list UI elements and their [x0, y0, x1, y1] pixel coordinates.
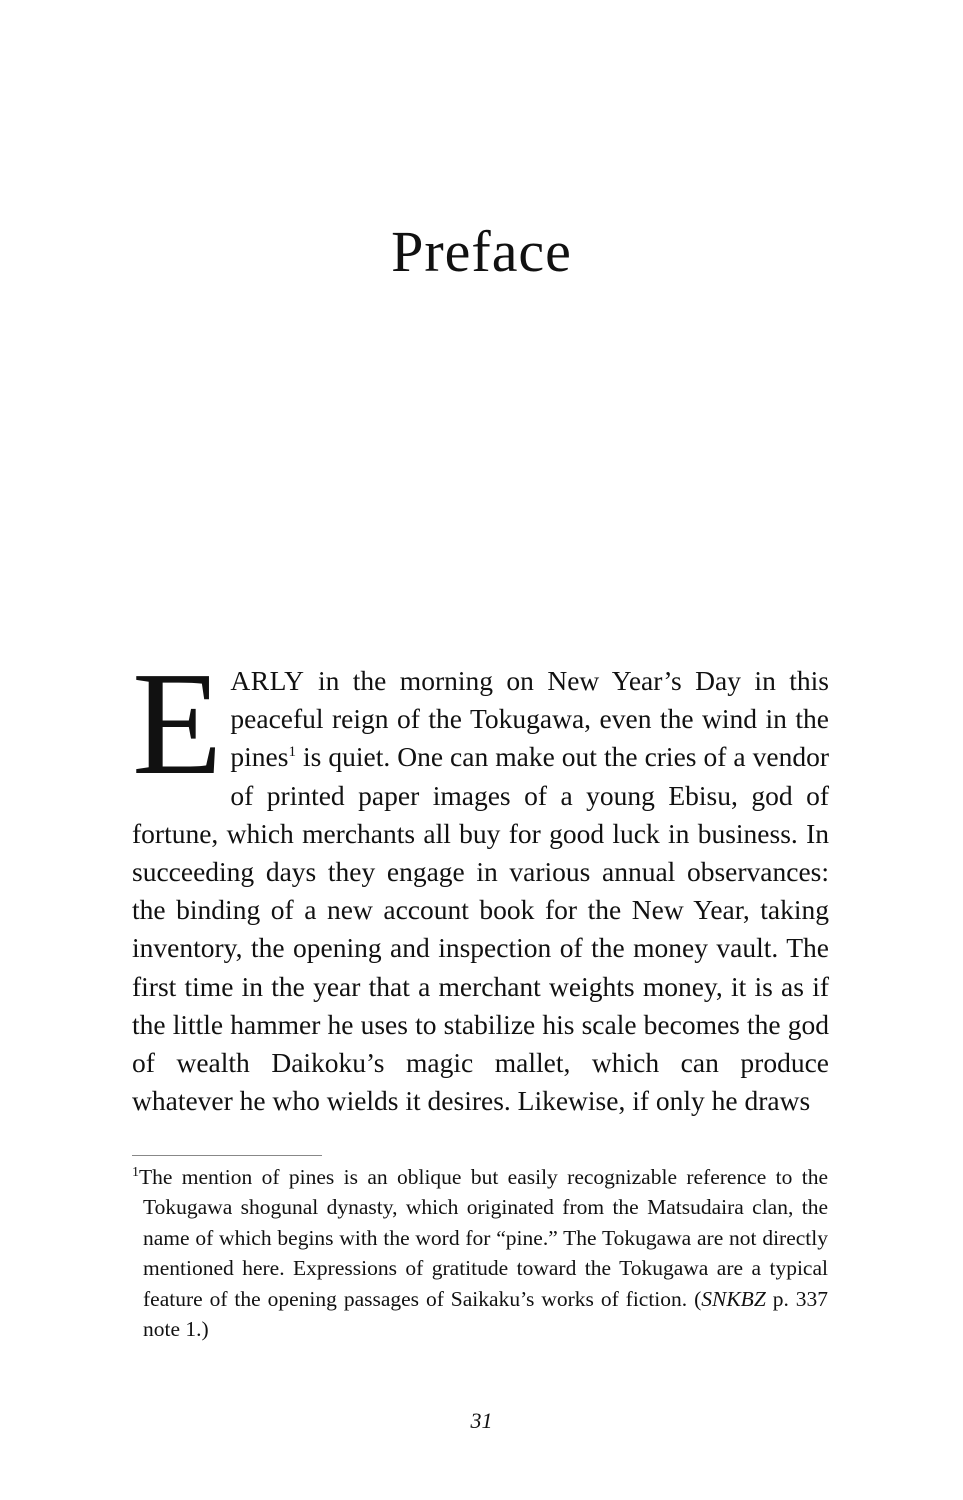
footnote-text-part-1: The mention of pines is an oblique but easily recognizable reference to the Tokugawa shogunal dynasty, which originated from the Matsudaira clan, the name of which begins with the word for “pine.” The Tokugawa are not directly mentioned here. Expressions of gratitude toward the Tokugawa are a typical feature of the opening passages of Saikaku’s works of fiction. (	[139, 1165, 828, 1311]
footnote-divider	[132, 1155, 322, 1156]
footnote	[132, 1162, 828, 1344]
page-number: 31	[470, 1408, 493, 1433]
body-paragraph	[132, 642, 829, 1120]
drop-cap: E	[132, 642, 223, 806]
chapter-title: Preface	[391, 219, 572, 284]
footnote-reference[interactable]: 1	[288, 744, 296, 761]
footnote-text-part-2: p. 337 note 1.)	[143, 1286, 829, 1342]
body-text-part-2: is quiet. One can make out the cries of a vendor of printed paper images of a young Ebisu, god of fortune, which merchants all buy for good luck in business. In succeeding days they engage in various annual observances: the binding of a new account book for the New Year, taking inventory, the opening and inspection of the money vault. The first time in the year that a merchant weights money, it is as if the little hammer he uses to stabilize his scale becomes the god of wealth Daikoku’s magic mallet, which can produce whatever he who wields it desires. Likewise, if only he draws	[132, 741, 829, 1117]
footnote-mark: 1	[132, 1164, 139, 1180]
body-text-part-1: in the morning on New Year’s Day in this peaceful reign of the Tokugawa, even the wind in the pines	[230, 665, 829, 773]
lead-caps: ARLY	[230, 665, 305, 696]
footnote-source: SNKBZ	[701, 1286, 766, 1311]
